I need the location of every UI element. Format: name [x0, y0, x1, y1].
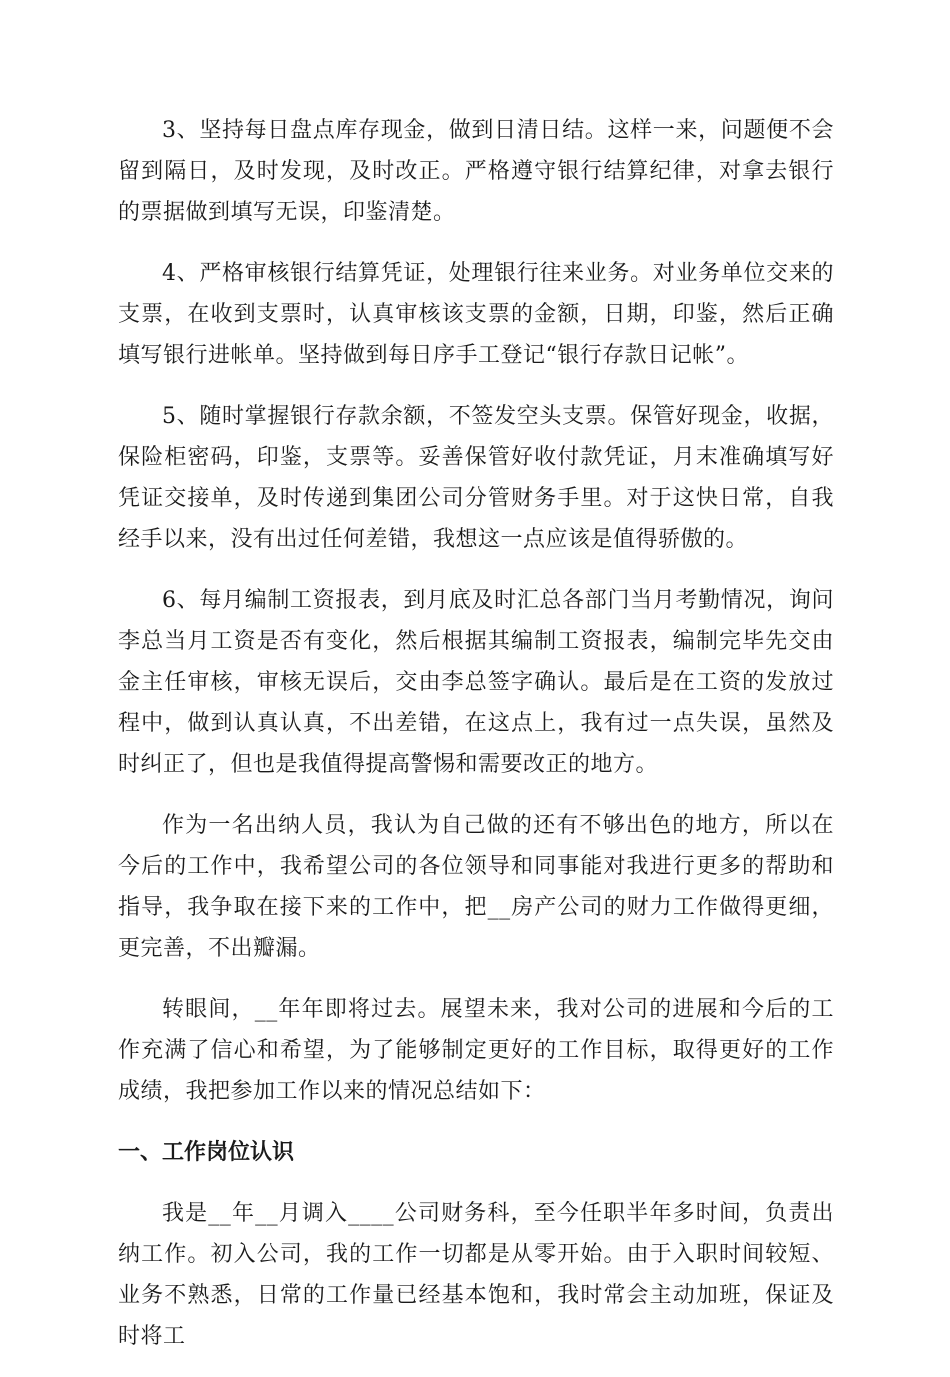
paragraph-item-4: 4、严格审核银行结算凭证，处理银行往来业务。对业务单位交来的支票，在收到支票时，认真审核该支票的金额，日期，印鉴，然后正确填写银行进帐单。坚持做到每日序手工登记“银行存款日记帐”。 — [118, 261, 834, 368]
document-body — [118, 110, 834, 1377]
paragraph-item-6: 6、每月编制工资报表，到月底及时汇总各部门当月考勤情况，询问李总当月工资是否有变化，然后根据其编制工资报表，编制完毕先交由金主任审核，审核无误后，交由李总签字确认。最后是在工资的发放过程中，做到认真认真，不出差错，在这点上，我有过一点失误，虽然及时纠正了，但也是我值得提高警惕和需要改正的地方。 — [118, 588, 834, 777]
paragraph-summary-intro: 转眼间，__年年即将过去。展望未来，我对公司的进展和今后的工作充满了信心和希望，为了能够制定更好的工作目标，取得更好的工作成绩，我把参加工作以来的情况总结如下： — [118, 997, 834, 1104]
paragraph-job-intro: 我是__年__月调入____公司财务科，至今任职半年多时间，负责出纳工作。初入公司，我的工作一切都是从零开始。由于入职时间较短、业务不熟悉，日常的工作量已经基本饱和，我时常会主动加班，保证及时将工 — [118, 1201, 834, 1349]
section-heading: 一、工作岗位认识 — [118, 1140, 295, 1165]
paragraph-item-5: 5、随时掌握银行存款余额，不签发空头支票。保管好现金，收据，保险柜密码，印鉴，支票等。妥善保管好收付款凭证，月末准确填写好凭证交接单，及时传递到集团公司分管财务手里。对于这快日常，自我经手以来，没有出过任何差错，我想这一点应该是值得骄傲的。 — [118, 404, 834, 552]
paragraph-item-3: 3、坚持每日盘点库存现金，做到日清日结。这样一来，问题便不会留到隔日，及时发现，及时改正。严格遵守银行结算纪律，对拿去银行的票据做到填写无误，印鉴清楚。 — [118, 118, 834, 225]
paragraph-improvement: 作为一名出纳人员，我认为自己做的还有不够出色的地方，所以在今后的工作中，我希望公司的各位领导和同事能对我进行更多的帮助和指导，我争取在接下来的工作中，把__房产公司的财力工作做得更细，更完善，不出瓣漏。 — [118, 813, 834, 961]
